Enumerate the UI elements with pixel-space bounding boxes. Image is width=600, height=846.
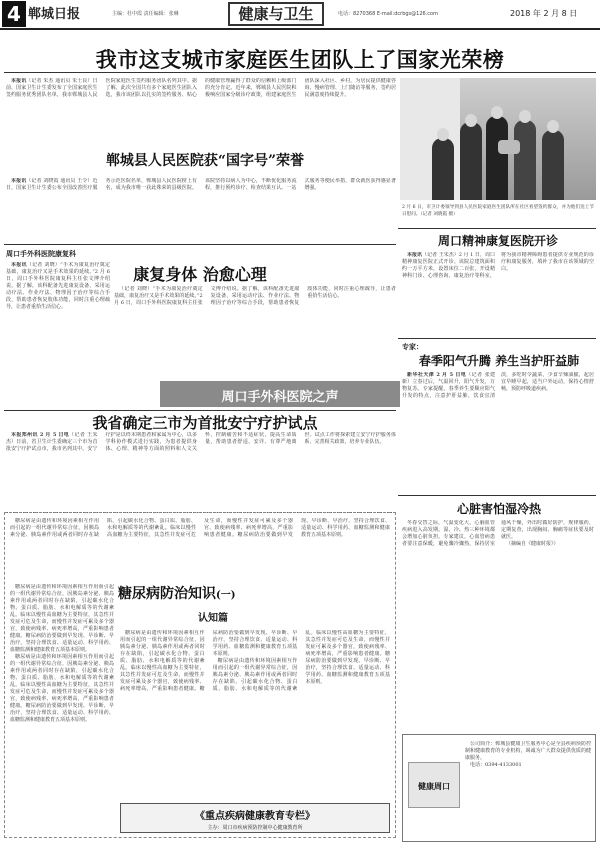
psych-article-body — [402, 252, 594, 334]
article-text: （记者 张建新）立春过后，气温回升，阳气升发，万物复苏。专家提醒，春季养生要顺应阳气升发的特点，注意护肝益肺，饮食宜清淡，多吃时令蔬菜，少食辛辣油腻，起居宜早睡早起，适当户外运动，保持心情舒畅，预防呼吸道疾病。 — [402, 372, 594, 399]
hospice-article-body — [6, 432, 396, 506]
masthead — [0, 0, 600, 30]
diabetes-part: (一) — [216, 590, 236, 601]
award-headline: 郸城县人民医院获“国字号”荣誉 — [105, 153, 305, 169]
article-text: （记者 王朱杰）日前，省卫生计生委确定三个市为首批安宁疗护试点市，我市名列其中。安宁疗护是以终末期患者和家属为中心，以多学科协作模式进行实践，为患者提供身体、心理、精神等方面的照料和人文关怀，控制痛苦和不适症状，提高生命质量，帮助患者舒适、安详、有尊严地离世。试点工作将探索建立安宁疗护服务体系，完善相关政策，培养专业队伍。 — [6, 432, 396, 452]
contact-info: 电话：8270368 E-mail:dcrbgs@126.com — [338, 11, 438, 17]
article-text: 糖尿病是由遗传和环境因素相互作用而引起的一组代谢异常综合征，因胰岛素分泌、胰岛素作用或两者同时存在缺陷，引起碳水化合物、蛋白质、脂肪、水和电解质等的代谢紊乱。临床以慢性高血糖为主要特征，其急性并发症可危及生命，而慢性并发症可累及多个器官，致使病残率、病死率增高，严重影响患者健康。糖尿病防治要做到早发现、早诊断、早治疗，坚持合理饮食、适量运动、科学用药、血糖监测和健康教育五项基本原则。 — [212, 630, 390, 692]
news-photo — [400, 78, 596, 200]
article-text: （记者 王朱杰）2 月 1 日，周口精神康复医院正式开诊。该院总建筑面积约一万平方米，设置床位二百张，开设精神科门诊、心理咨询、康复治疗等科室，将为我市精神障碍患者提供专业规范的诊疗和康复服务，填补了我市在该领域的空白。 — [402, 252, 594, 279]
psych-headline: 周口精神康复医院开诊 — [437, 234, 558, 248]
paper-name: 郸城日报 — [28, 7, 81, 22]
person-head — [437, 128, 449, 141]
page-number: 4 — [2, 1, 26, 27]
health-logo — [408, 762, 460, 808]
heart-headline: 心脏害怕湿冷热 — [456, 502, 541, 516]
diabetes-subhead: 认知篇 — [198, 613, 228, 624]
person-head — [491, 106, 503, 119]
hospice-headline: 我省确定三市为首批安宁疗护试点 — [92, 414, 318, 432]
diabetes-col-right — [120, 630, 390, 800]
article-text: （记者 朱杰 通讯员 朱士良）日前，国家卫生计生委发布了全国家庭医生签约服务优秀团队名单，我市郸城县人民医院家庭医生签约服务团队名列其中。据了解，此次全国共有多个家庭医生团队入选，我市该团队以扎实的签约服务、贴心的健康管理赢得了群众的信赖和上级部门的充分肯定。近年来，郸城县人民医院积极响应国家分级诊疗政策，组建家庭医生团队深入社区、乡村，为居民提供健康咨询、慢病管理、上门随访等服务，签约居民满意度持续提升。 — [6, 78, 396, 98]
advert-contact: 电话：0394-4133001 — [470, 762, 522, 768]
divider — [4, 244, 396, 245]
rehab-article-col1 — [6, 262, 110, 372]
rehab-article-body — [114, 286, 396, 380]
person-figure — [542, 130, 564, 200]
photo-caption: 2 月 6 日，市卫计委领导到县人民医院家庭医生团队所在社区看望签约群众，并为他们送上节日慰问。（记者 刘晓霞 摄） — [402, 205, 594, 217]
rehab-label: 周口手外科医院康复科 — [6, 250, 76, 258]
divider — [398, 495, 596, 496]
section-title: 健康与卫生 — [228, 2, 324, 26]
advert-body: 公司简介：郸城县健康卫生服务中心是全县疾病预防控制和健康教育的专业机构，竭诚为广大群众提供优质的健康服务。 — [465, 741, 591, 761]
article-text: 糖尿病是由遗传和环境因素相互作用而引起的一组代谢异常综合征，因胰岛素分泌、胰岛素作用或两者同时存在缺陷，引起碳水化合物、蛋白质、脂肪、水和电解质等的代谢紊乱。临床以慢性高血糖为主要特征，其急性并发症可危及生命，而慢性并发症可累及多个器官，致使病残率、病死率增高，严重影响患者健康。糖尿病防治要做到早发现、早诊断、早治疗，坚持合理饮食、适量运动、科学用药、血糖监测和健康教育五项基本原则。 — [10, 654, 114, 723]
header-rule — [0, 28, 600, 30]
diabetes-headline: 糖尿病防治知识 — [118, 586, 216, 602]
byline: 新华社天津 2 月 5 日电 — [407, 372, 467, 378]
byline: 本报讯 — [11, 78, 27, 84]
spring-label: 专家： — [402, 343, 423, 351]
logo-text: 健康周口 — [418, 781, 450, 791]
article-text: 糖尿病是由遗传和环境因素相互作用而引起的一组代谢异常综合征，因胰岛素分泌、胰岛素作用或两者同时存在缺陷，引起碳水化合物、蛋白质、脂肪、水和电解质等的代谢紊乱。临床以慢性高血糖为主要特征，其急性并发症可危及生命，而慢性并发症可累及多个器官，致使病残率、病死率增高，严重影响患者健康。糖尿病防治要做到早发现、早诊断、早治疗，坚持合理饮食、适量运动、科学用药、血糖监测和健康教育五项基本原则。 — [10, 518, 390, 538]
byline: 本报讯 — [407, 252, 423, 258]
person-head — [547, 120, 559, 133]
flowers — [498, 140, 520, 154]
banner-sponsor: 主办：周口市疾病预防控制中心健康教育所 — [207, 825, 303, 831]
issue-date: 2018 年 2 月 8 日 — [510, 9, 578, 18]
divider — [398, 228, 596, 229]
article-text: 糖尿病是由遗传和环境因素相互作用而引起的一组代谢异常综合征，因胰岛素分泌、胰岛素作用或两者同时存在缺陷，引起碳水化合物、蛋白质、脂肪、水和电解质等的代谢紊乱。临床以慢性高血糖为主要特征，其急性并发症可危及生命，而慢性并发症可累及多个器官，致使病残率、病死率增高，严重影响患者健康。糖尿病防治要做到早发现、早诊断、早治疗，坚持合理饮食、适量运动、科学用药、血糖监测和健康教育五项基本原则。 — [10, 584, 114, 653]
rehab-headline: 康复身体 治愈心理 — [133, 265, 267, 284]
article-text: （记者 刘晓）“手术为康复治疗奠定基础，康复治疗又是手术效果的延续。”2 月 6 日，周口手外科医院康复科主任张文博介绍说。据了解，该科配备先进康复设备，采用运动疗法、作业疗法、物理因子治疗等综合手段，帮助患者恢复肢体功能，同时注重心理疏导，让患者重拾生活信心。 — [114, 286, 396, 306]
editor-info: 主编：杜中霞 责任编辑：张琳 — [112, 11, 179, 17]
spring-article-body — [402, 372, 594, 492]
person-figure — [514, 120, 536, 200]
award-article-body — [6, 178, 396, 240]
diabetes-title-box — [118, 583, 248, 627]
person-head — [465, 114, 477, 127]
byline: 本报郑州讯 2 月 5 日电 — [11, 432, 70, 438]
article-text: （记者 刘晓）“手术为康复治疗奠定基础，康复治疗又是手术效果的延续。”2 月 6 日，周口手外科医院康复科主任张文博介绍说。据了解，该科配备先进康复设备，采用运动疗法、作业疗法、物理因子治疗等综合手段，帮助患者恢复肢体功能，同时注重心理疏导，让患者重拾生活信心。 — [6, 262, 110, 310]
article-source: （摘编自《健康时报》） — [506, 541, 559, 547]
divider — [398, 338, 596, 339]
byline: 本报讯 — [11, 262, 27, 268]
heart-article-body — [402, 520, 594, 720]
person-figure — [486, 116, 508, 200]
article-text: 冬春交替之际，气温变化大，心脑血管疾病进入高发期。湿、冷、热三种环境都会增加心脏负担。专家建议，心血管病患者要注意保暖，避免骤冷骤热，保持居室通风干燥，外出时做好防护，规律服药，定期复查，出现胸闷、胸痛等症状要及时就医。 — [402, 520, 594, 547]
spring-headline: 春季阳气升腾 养生当护肝益肺 — [418, 354, 580, 368]
article-text: 糖尿病是由遗传和环境因素相互作用而引起的一组代谢异常综合征，因胰岛素分泌、胰岛素作用或两者同时存在缺陷，引起碳水化合物、蛋白质、脂肪、水和电解质等的代谢紊乱。临床以慢性高血糖为主要特征，其急性并发症可危及生命，而慢性并发症可累及多个器官，致使病残率、病死率增高，严重影响患者健康。糖尿病防治要做到早发现、早诊断、早治疗，坚持合理饮食、适量运动、科学用药、血糖监测和健康教育五项基本原则。 — [120, 630, 298, 692]
divider — [4, 72, 596, 73]
rehab-banner-box — [160, 381, 400, 407]
divider — [4, 410, 396, 411]
advert-text — [465, 741, 591, 831]
main-headline: 我市这支城市家庭医生团队上了国家光荣榜 — [95, 47, 505, 72]
person-figure — [432, 138, 454, 200]
rehab-banner: 周口手外科医院之声 — [221, 390, 339, 405]
banner-title: 《重点疾病健康教育专栏》 — [195, 811, 315, 822]
person-figure — [460, 122, 482, 200]
byline: 本报讯 — [11, 178, 27, 184]
article-text: （记者 刘晓霞 通讯员 王令）近日，国家卫生计生委公布全国改善医疗服务示范医院名单，郸城县人民医院榜上有名，成为我市唯一获此殊荣的县级医院。该院坚持以病人为中心，不断优化服务流程，推行预约诊疗、检查结果互认、一站式服务等便民举措，群众就医获得感显著增强。 — [6, 178, 396, 191]
person-head — [519, 110, 531, 123]
diabetes-col-left — [10, 584, 114, 798]
diabetes-article-top — [10, 518, 390, 582]
health-column-banner — [120, 803, 390, 833]
